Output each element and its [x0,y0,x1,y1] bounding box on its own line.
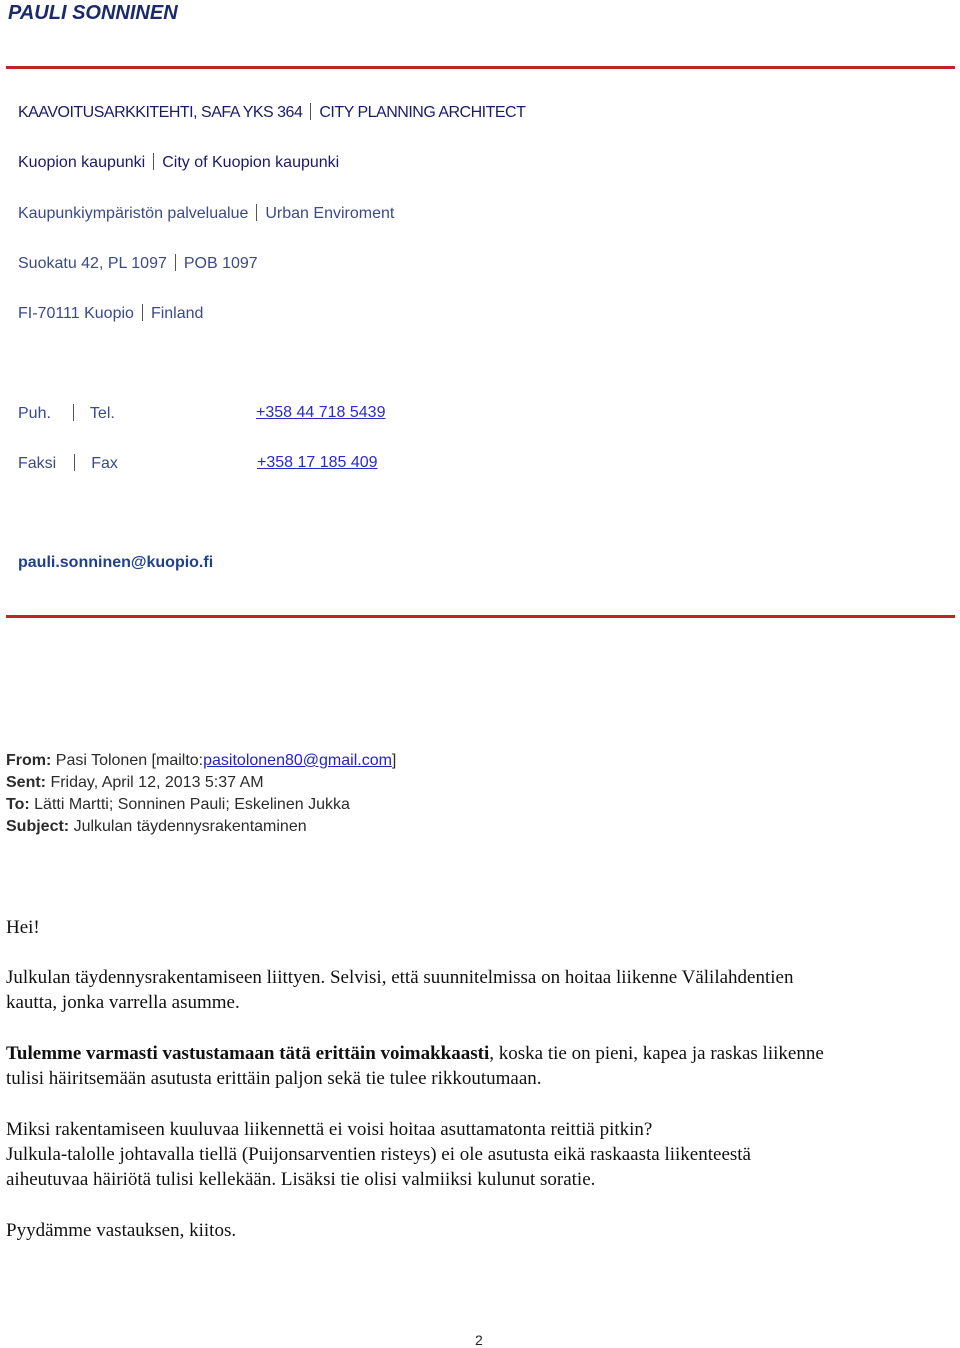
fax-label-en: Fax [91,455,118,472]
header-divider [6,66,955,69]
separator [256,204,257,221]
dept-fi: Kaupunkiympäristön palvelualue [18,205,249,222]
paragraph-1-line-1: Julkulan täydennysrakentamiseen liittyen. Selvisi, että suunnitelmissa on hoitaa liikenne Välilahdentien [6,967,794,988]
phone-label-en: Tel. [89,405,115,422]
paragraph-2-rest: , koska tie on pieni, kapea ja raskas liikenne [489,1043,824,1064]
title-fi: KAAVOITUSARKKITEHTI, SAFA YKS 364 [18,104,303,121]
subject-label: Subject: [6,818,70,835]
pob: POB 1097 [183,255,258,272]
sent-line [6,774,264,792]
postal: FI-70111 Kuopio [18,305,134,322]
dept-en: Urban Enviroment [265,205,395,222]
phone-link[interactable]: +358 44 718 5439 [256,404,386,421]
paragraph-3-line-1: Miksi rakentamiseen kuuluvaa liikennettä ei voisi hoitaa asuttamatonta reittiä pitkin? [6,1119,653,1140]
sent-value: Friday, April 12, 2013 5:37 AM [50,774,264,791]
signature-email-link[interactable]: pauli.sonninen@kuopio.fi [18,554,214,571]
from-close: ] [391,752,397,769]
separator [175,254,176,271]
to-label: To: [6,796,30,813]
subject-value: Julkulan täydennysrakentaminen [73,818,307,835]
org-fi: Kuopion kaupunki [18,154,146,171]
paragraph-3-line-2: Julkula-talolle johtavalla tiellä (Puijonsarventien risteys) ei ole asutusta eikä raskaasta liikenteestä [6,1144,751,1165]
paragraph-2-line-1 [6,1041,824,1066]
paragraph-1-line-2: kautta, jonka varrella asumme. [6,992,240,1013]
title-en: CITY PLANNING ARCHITECT [319,104,526,121]
org-en: City of Kuopion kaupunki [162,154,340,171]
page-number: 2 [475,1332,483,1348]
street: Suokatu 42, PL 1097 [18,255,167,272]
separator [73,404,74,421]
signature-street [18,254,258,273]
from-email-link[interactable]: pasitolonen80@gmail.com [203,752,392,769]
paragraph-2-line-2: tulisi häiritsemään asutusta erittäin paljon sekä tie tulee rikkoutumaan. [6,1068,542,1089]
separator [74,454,75,471]
paragraph-3-line-3: aiheutuvaa häiriötä tulisi kellekään. Lisäksi tie olisi valmiiksi kulunut soratie. [6,1169,596,1190]
sent-label: Sent: [6,774,46,791]
signature-org [18,153,339,172]
separator [142,304,143,321]
signature-title [18,103,525,122]
to-value: Lätti Martti; Sonninen Pauli; Eskelinen Jukka [34,796,350,813]
separator [310,103,311,120]
signature-postal [18,304,203,323]
page-header-name: PAULI SONNINEN [8,2,178,24]
greeting: Hei! [6,917,40,938]
fax-link[interactable]: +358 17 185 409 [257,454,378,471]
signature-divider [6,615,955,618]
country: Finland [150,305,204,322]
separator [153,153,154,170]
from-label: From: [6,752,52,769]
fax-label [18,454,118,473]
closing: Pyydämme vastauksen, kiitos. [6,1220,237,1241]
signature-dept [18,204,394,223]
fax-label-fi: Faksi [18,455,57,472]
from-name: Pasi Tolonen [mailto: [55,752,204,769]
from-line [6,752,396,770]
subject-line [6,818,307,836]
phone-label-fi: Puh. [18,405,51,422]
to-line [6,796,350,814]
phone-label [18,404,115,423]
paragraph-2-bold: Tulemme varmasti vastustamaan tätä erittäin voimakkaasti [6,1043,490,1064]
